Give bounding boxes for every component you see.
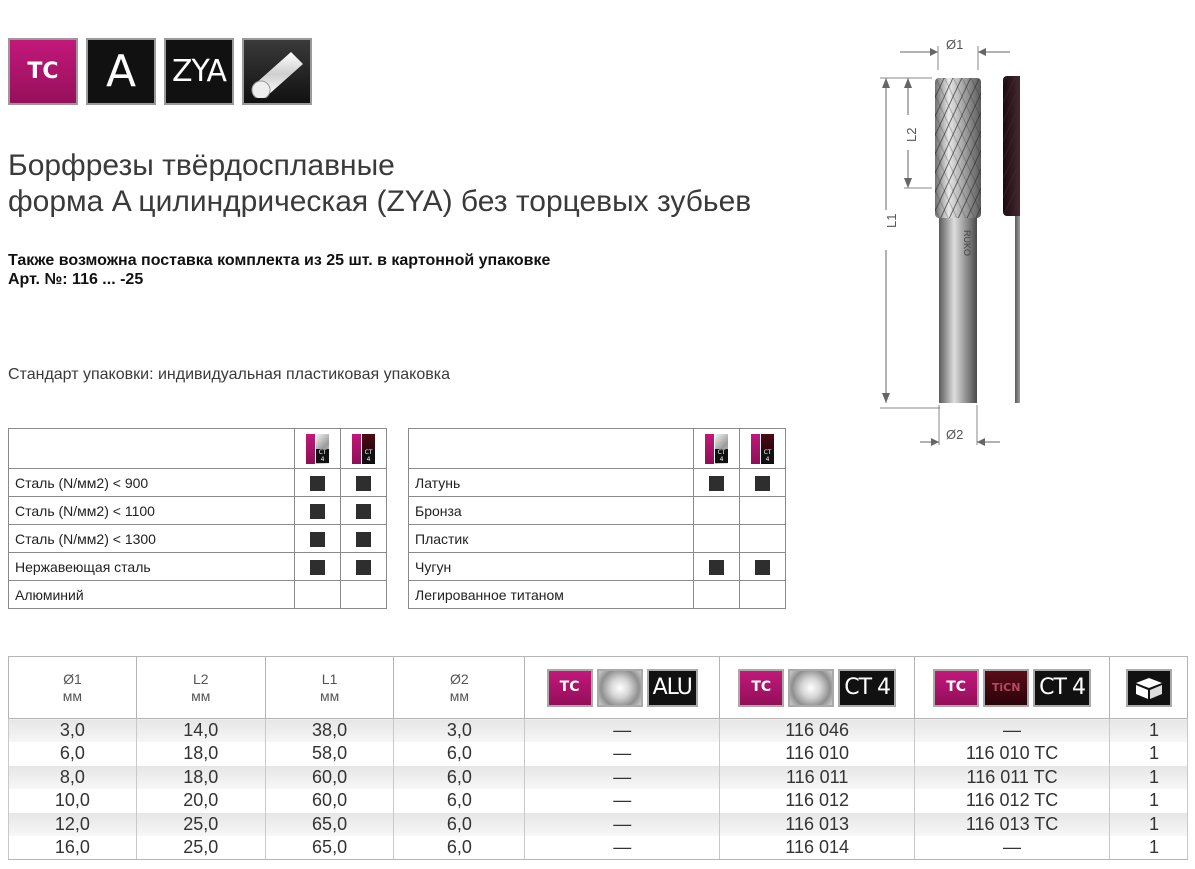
material-name: Сталь (N/мм2) < 1300 [9, 525, 295, 553]
cell-alu-article: — [525, 836, 720, 860]
suitability-coated [740, 497, 786, 525]
suitability-coated [740, 469, 786, 497]
cell-d2: 6,0 [394, 789, 525, 813]
material-name: Сталь (N/мм2) < 900 [9, 469, 295, 497]
uncoated-surface-icon [597, 669, 643, 707]
tc-ct4-icon: CT 4 [705, 434, 728, 464]
header-d1: Ø1 мм [9, 657, 137, 719]
suitability-uncoated [694, 553, 740, 581]
suitable-marker [709, 560, 724, 575]
cell-l2: 18,0 [136, 742, 265, 766]
shape-a-badge: A [86, 38, 156, 105]
suitability-coated [341, 553, 387, 581]
cell-package-qty: 1 [1110, 813, 1188, 837]
tc-ticn-ct4-icon: CT 4 [352, 434, 375, 464]
page-title [8, 148, 751, 220]
burr-technical-drawing [860, 30, 1020, 460]
title-line-1: Борфрезы твёрдосплавные [8, 149, 395, 182]
suitable-marker [356, 476, 371, 491]
product-table [8, 656, 1188, 860]
d2-dimension-label: Ø2 [946, 427, 964, 442]
cell-l2: 20,0 [136, 789, 265, 813]
uncoated-column-header [694, 429, 740, 469]
cell-l2: 14,0 [136, 719, 265, 743]
suitable-marker [755, 560, 770, 575]
materials-header-row [409, 429, 786, 469]
material-row [409, 469, 786, 497]
product-table-header [9, 657, 1188, 719]
suitable-marker [310, 560, 325, 575]
material-row [409, 581, 786, 609]
tc-ct4-icon: CT 4 [306, 434, 329, 464]
cell-d1: 8,0 [9, 766, 137, 790]
cell-alu-article: — [525, 789, 720, 813]
materials-header-blank [409, 429, 694, 469]
header-ct4-variant [720, 657, 915, 719]
suitability-uncoated [295, 553, 341, 581]
set-note-text: Также возможна поставка комплекта из 25 шт. в картонной упаковке [8, 252, 551, 269]
package-box-icon [1126, 669, 1172, 707]
cell-l1: 60,0 [265, 789, 394, 813]
cell-alu-article: — [525, 813, 720, 837]
materials-header-row [9, 429, 387, 469]
tc-badge: TC [8, 38, 78, 105]
material-row [9, 553, 387, 581]
cell-alu-article: — [525, 766, 720, 790]
suitability-uncoated [295, 497, 341, 525]
suitability-uncoated [295, 581, 341, 609]
cell-alu-article: — [525, 742, 720, 766]
cell-d1: 3,0 [9, 719, 137, 743]
header-alu-variant [525, 657, 720, 719]
l1-dimension-label: L1 [884, 213, 899, 228]
cell-l1: 38,0 [265, 719, 394, 743]
suitability-uncoated [295, 469, 341, 497]
suitable-marker [356, 504, 371, 519]
cell-package-qty: 1 [1110, 766, 1188, 790]
material-row [9, 469, 387, 497]
tc-icon: TC [933, 669, 979, 707]
cell-ticn-article: 116 013 TC [915, 813, 1110, 837]
material-row [409, 525, 786, 553]
suitability-uncoated [694, 497, 740, 525]
cell-ct4-article: 116 011 [720, 766, 915, 790]
ticn-coating-icon: TiCN [983, 669, 1029, 707]
cell-l1: 58,0 [265, 742, 394, 766]
cell-d1: 16,0 [9, 836, 137, 860]
tc-icon: TC [547, 669, 593, 707]
product-row [9, 789, 1188, 813]
product-row [9, 766, 1188, 790]
product-row [9, 719, 1188, 743]
suitability-coated [341, 497, 387, 525]
cell-ticn-article: 116 012 TC [915, 789, 1110, 813]
cell-ct4-article: 116 013 [720, 813, 915, 837]
suitability-uncoated [694, 581, 740, 609]
cell-l1: 60,0 [265, 766, 394, 790]
suitable-marker [709, 476, 724, 491]
material-row [409, 497, 786, 525]
material-name: Пластик [409, 525, 694, 553]
product-row [9, 813, 1188, 837]
suitability-coated [740, 553, 786, 581]
suitability-coated [341, 469, 387, 497]
material-row [409, 553, 786, 581]
material-row [9, 525, 387, 553]
cell-d2: 6,0 [394, 813, 525, 837]
cell-package-qty: 1 [1110, 719, 1188, 743]
alu-icon: ALU [647, 669, 698, 707]
suitability-uncoated [295, 525, 341, 553]
cell-l2: 25,0 [136, 836, 265, 860]
packing-standard: Стандарт упаковки: индивидуальная пластиковая упаковка [8, 366, 450, 383]
product-row [9, 836, 1188, 860]
uncoated-surface-icon [788, 669, 834, 707]
ct4-icon: CT 4 [838, 669, 896, 707]
cell-d2: 6,0 [394, 742, 525, 766]
ct4-icon: CT 4 [1033, 669, 1091, 707]
materials-table-left [8, 428, 387, 609]
suitability-coated [341, 525, 387, 553]
cell-d2: 6,0 [394, 836, 525, 860]
tc-ticn-ct4-icon: CT 4 [751, 434, 774, 464]
l2-dimension-label: L2 [904, 127, 919, 142]
suitable-marker [310, 504, 325, 519]
cell-ct4-article: 116 014 [720, 836, 915, 860]
suitability-uncoated [694, 469, 740, 497]
cell-d1: 10,0 [9, 789, 137, 813]
suitability-coated [740, 581, 786, 609]
header-d2: Ø2 мм [394, 657, 525, 719]
d1-dimension-label: Ø1 [946, 37, 964, 52]
cell-d1: 12,0 [9, 813, 137, 837]
cell-ticn-article: 116 010 TC [915, 742, 1110, 766]
suitable-marker [310, 532, 325, 547]
materials-header-blank [9, 429, 295, 469]
tc-icon: TC [738, 669, 784, 707]
suitable-marker [310, 476, 325, 491]
suitable-marker [755, 476, 770, 491]
cell-d2: 3,0 [394, 719, 525, 743]
material-name: Алюминий [9, 581, 295, 609]
header-l2: L2 мм [136, 657, 265, 719]
suitability-coated [740, 525, 786, 553]
materials-table-right [408, 428, 786, 609]
material-name: Бронза [409, 497, 694, 525]
cell-l2: 18,0 [136, 766, 265, 790]
cell-package-qty: 1 [1110, 789, 1188, 813]
shank-marking: RUKO [962, 230, 972, 257]
category-badges [8, 38, 312, 105]
set-article-number: Арт. №: 116 ... -25 [8, 271, 144, 288]
cell-ct4-article: 116 010 [720, 742, 915, 766]
suitable-marker [356, 532, 371, 547]
product-row [9, 742, 1188, 766]
cell-l2: 25,0 [136, 813, 265, 837]
cylinder-icon [242, 38, 312, 105]
suitability-coated [341, 581, 387, 609]
uncoated-column-header [295, 429, 341, 469]
cell-ct4-article: 116 012 [720, 789, 915, 813]
title-line-2: форма A цилиндрическая (ZYA) без торцевых зубьев [8, 185, 752, 218]
cell-l1: 65,0 [265, 813, 394, 837]
cell-package-qty: 1 [1110, 836, 1188, 860]
set-note [8, 251, 550, 289]
material-name: Нержавеющая сталь [9, 553, 295, 581]
coated-column-header [740, 429, 786, 469]
cell-d2: 6,0 [394, 766, 525, 790]
cell-ct4-article: 116 046 [720, 719, 915, 743]
cell-package-qty: 1 [1110, 742, 1188, 766]
zya-badge: ZYA [164, 38, 234, 105]
material-row [9, 497, 387, 525]
coated-column-header [341, 429, 387, 469]
header-l1: L1 мм [265, 657, 394, 719]
cell-l1: 65,0 [265, 836, 394, 860]
material-name: Сталь (N/мм2) < 1100 [9, 497, 295, 525]
suitable-marker [356, 560, 371, 575]
material-name: Чугун [409, 553, 694, 581]
cell-ticn-article: — [915, 836, 1110, 860]
cell-d1: 6,0 [9, 742, 137, 766]
suitability-uncoated [694, 525, 740, 553]
material-name: Латунь [409, 469, 694, 497]
header-ticn-variant [915, 657, 1110, 719]
header-package-qty [1110, 657, 1188, 719]
cell-ticn-article: 116 011 TC [915, 766, 1110, 790]
cell-ticn-article: — [915, 719, 1110, 743]
cell-alu-article: — [525, 719, 720, 743]
material-row [9, 581, 387, 609]
material-name: Легированное титаном [409, 581, 694, 609]
